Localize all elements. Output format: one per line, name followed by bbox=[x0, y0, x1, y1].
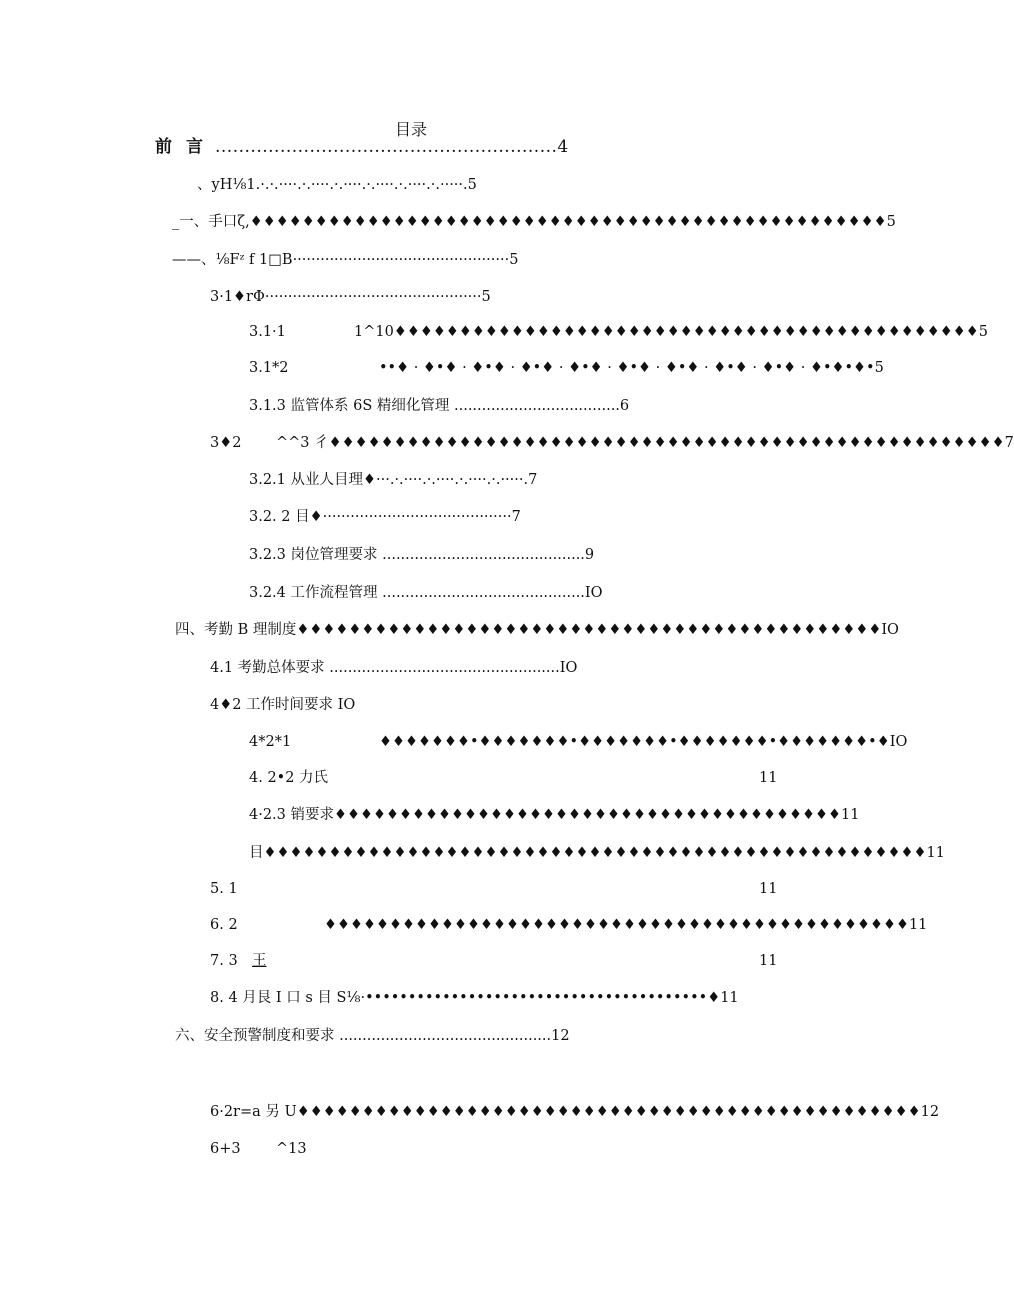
toc-entry-number[interactable]: 7. 3 bbox=[210, 953, 238, 969]
toc-entry-leader: ••♦ · ♦•♦ · ♦•♦ · ♦•♦ · ♦•♦ · ♦•♦ · ♦•♦ · ♦•♦ · ♦•♦ · ♦•♦•♦•5 bbox=[379, 360, 884, 376]
toc-entry-leader: 1^10♦♦♦♦♦♦♦♦♦♦♦♦♦♦♦♦♦♦♦♦♦♦♦♦♦♦♦♦♦♦♦♦♦♦♦♦♦♦♦♦♦♦♦♦♦5 bbox=[354, 324, 989, 340]
toc-entry[interactable]: 六、安全预警制度和要求 ..............................................12 bbox=[175, 1028, 570, 1044]
toc-entry-leader: ♦♦♦♦♦♦♦•♦♦♦♦♦♦♦•♦♦♦♦♦♦♦•♦♦♦♦♦♦♦•♦♦♦♦♦♦♦•♦IO bbox=[379, 734, 908, 750]
toc-entry-title[interactable]: 王 bbox=[252, 953, 267, 969]
toc-title: 目录 bbox=[395, 120, 428, 139]
toc-entry-number[interactable]: 5. 1 bbox=[210, 881, 238, 897]
toc-entry[interactable]: 4. 2•2 力氏 bbox=[249, 770, 329, 786]
preface-leader-dots: .......................................................... bbox=[215, 137, 558, 157]
toc-entry[interactable]: 3.2.3 岗位管理要求 ............................................9 bbox=[249, 547, 595, 563]
toc-page-number: 11 bbox=[759, 770, 778, 786]
toc-entry-preface[interactable] bbox=[155, 138, 767, 156]
toc-entry-number[interactable]: 3.1·1 bbox=[249, 324, 286, 340]
toc-entry-number[interactable]: 3.1*2 bbox=[249, 360, 289, 376]
preface-page-number: 4 bbox=[557, 137, 569, 157]
toc-entry[interactable]: ——、⅛Fᶻ f 1□B···············································5 bbox=[172, 252, 519, 268]
toc-entry[interactable]: 8. 4 月艮 I 口 s 目 S⅛·••••••••••••••••••••••••••••••••••••••••♦11 bbox=[210, 990, 739, 1006]
toc-entry-leader: ^^3 彳♦♦♦♦♦♦♦♦♦♦♦♦♦♦♦♦♦♦♦♦♦♦♦♦♦♦♦♦♦♦♦♦♦♦♦♦♦♦♦♦♦♦♦♦♦♦♦♦♦♦♦♦7 bbox=[276, 435, 1014, 451]
toc-entry[interactable]: 4·2.3 销要求♦♦♦♦♦♦♦♦♦♦♦♦♦♦♦♦♦♦♦♦♦♦♦♦♦♦♦♦♦♦♦♦♦♦♦♦♦♦♦11 bbox=[249, 807, 860, 823]
toc-entry[interactable]: 、yH⅛1.·.·.····.·.····.·.····.·.····.·.····.·.·····.5 bbox=[197, 177, 477, 193]
toc-entry[interactable]: 3.1.3 监管体系 6S 精细化管理 ....................................6 bbox=[249, 398, 630, 414]
toc-entry-number[interactable]: 6. 2 bbox=[210, 917, 238, 933]
toc-entry[interactable]: 4♦2 工作时间要求 IO bbox=[210, 697, 356, 713]
toc-page-number: 11 bbox=[759, 881, 778, 897]
toc-page-number: ^13 bbox=[276, 1141, 307, 1157]
toc-page-number: 11 bbox=[759, 953, 778, 969]
toc-entry-number[interactable]: 3♦2 bbox=[210, 435, 242, 451]
toc-entry[interactable]: 目♦♦♦♦♦♦♦♦♦♦♦♦♦♦♦♦♦♦♦♦♦♦♦♦♦♦♦♦♦♦♦♦♦♦♦♦♦♦♦♦♦♦♦♦♦♦♦♦♦♦♦11 bbox=[249, 845, 945, 861]
toc-entry[interactable]: 6·2r=a 另 U♦♦♦♦♦♦♦♦♦♦♦♦♦♦♦♦♦♦♦♦♦♦♦♦♦♦♦♦♦♦♦♦♦♦♦♦♦♦♦♦♦♦♦♦♦♦♦♦12 bbox=[210, 1104, 940, 1120]
toc-entry[interactable]: 3.2. 2 目♦·········································7 bbox=[249, 509, 521, 525]
toc-entry[interactable]: 四、考勤 B 理制度♦♦♦♦♦♦♦♦♦♦♦♦♦♦♦♦♦♦♦♦♦♦♦♦♦♦♦♦♦♦♦♦♦♦♦♦♦♦♦♦♦♦♦♦♦IO bbox=[175, 622, 899, 638]
toc-entry[interactable]: 3.2.1 从业人目理♦···.·.····.·.····.·.····.·.·····.7 bbox=[249, 472, 538, 488]
toc-entry[interactable]: _一、手口ζ,♦♦♦♦♦♦♦♦♦♦♦♦♦♦♦♦♦♦♦♦♦♦♦♦♦♦♦♦♦♦♦♦♦♦♦♦♦♦♦♦♦♦♦♦♦♦♦♦♦5 bbox=[172, 214, 896, 230]
toc-entry[interactable]: 3·1♦rΦ···············································5 bbox=[210, 289, 491, 305]
toc-entry-number[interactable]: 4*2*1 bbox=[249, 734, 292, 750]
preface-label: 前言 bbox=[155, 137, 217, 157]
toc-entry[interactable]: 3.2.4 工作流程管理 ............................................IO bbox=[249, 585, 603, 601]
toc-entry[interactable]: 4.1 考勤总体要求 ..................................................IO bbox=[210, 660, 578, 676]
toc-entry-number[interactable]: 6+3 bbox=[210, 1141, 241, 1157]
toc-entry-leader: ♦♦♦♦♦♦♦♦♦♦♦♦♦♦♦♦♦♦♦♦♦♦♦♦♦♦♦♦♦♦♦♦♦♦♦♦♦♦♦♦♦♦♦♦♦11 bbox=[324, 917, 928, 933]
